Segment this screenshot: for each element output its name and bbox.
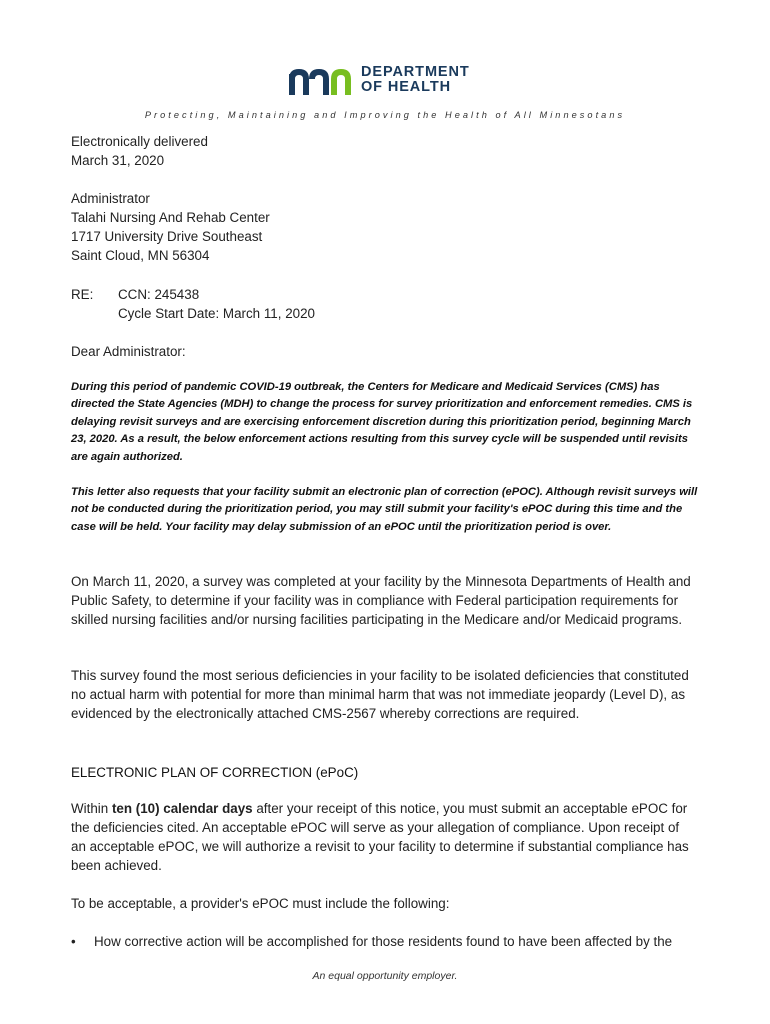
bullet-icon: • xyxy=(71,934,76,949)
delivery-method: Electronically delivered xyxy=(71,134,208,149)
epoc-notice: This letter also requests that your facility submit an electronic plan of correction (ePOC). Although revisit surveys will not be conducted during the prioritization period, you may still submit your facility's ePOC during this time and the case will be held. Your facility may delay submission of an ePOC until the prioritization period is over. xyxy=(71,486,698,533)
logo-line-1: DEPARTMENT xyxy=(361,64,470,80)
salutation: Dear Administrator: xyxy=(71,344,186,359)
deficiency-paragraph: This survey found the most serious deficiencies in your facility to be isolated deficiencies that constituted no actual harm with potential for more than minimal harm that was not immediate jeopardy (Level D), as evidenced by the electronically attached CMS-2567 whereby corrections are required. xyxy=(71,668,689,721)
logo-line-2: OF HEALTH xyxy=(361,79,451,95)
address-line-4: Saint Cloud, MN 56304 xyxy=(71,248,210,263)
address-line-1: Administrator xyxy=(71,191,150,206)
re-label: RE: xyxy=(71,287,94,302)
bullet-item-1: How corrective action will be accomplished for those residents found to have been affected by the xyxy=(94,934,673,949)
deadline-emphasis: ten (10) calendar days xyxy=(111,801,253,816)
deadline-prefix: Within xyxy=(71,801,112,816)
covid-notice: During this period of pandemic COVID-19 outbreak, the Centers for Medicare and Medicaid Services (CMS) has directed the State Agencies (MDH) to change the process for survey prioritization and enforcement remedies. CMS is delaying revisit surveys and are exercising enforcement discretion during this prioritization period, beginning March 23, 2020. As a result, the below enforcement actions resulting from this survey cycle will be suspended until revisits are again authorized. xyxy=(71,381,693,463)
letter-date: March 31, 2020 xyxy=(71,153,165,168)
ccn-number: CCN: 245438 xyxy=(118,287,200,302)
tagline: Protecting, Maintaining and Improving the Health of All Minnesotans xyxy=(144,110,626,120)
section-heading-epoc: ELECTRONIC PLAN OF CORRECTION (ePoC) xyxy=(71,765,359,780)
address-line-3: 1717 University Drive Southeast xyxy=(71,229,263,244)
footer-text: An equal opportunity employer. xyxy=(312,970,458,982)
acceptance-intro: To be acceptable, a provider's ePOC must include the following: xyxy=(71,896,450,911)
minnesota-logo-icon xyxy=(289,65,353,95)
epoc-deadline-paragraph xyxy=(71,800,697,876)
address-line-2: Talahi Nursing And Rehab Center xyxy=(71,210,270,225)
survey-paragraph: On March 11, 2020, a survey was completed at your facility by the Minnesota Departments of Health and Public Safety, to determine if your facility was in compliance with Federal participation requirements for skilled nursing facilities and/or nursing facilities participating in the Medicare and/or Medicaid programs. xyxy=(71,574,691,627)
re-details xyxy=(118,286,315,324)
deadline-rest: after your receipt of this notice, you must submit an acceptable ePOC for the deficiencies cited. An acceptable ePOC will serve as your allegation of compliance. Upon receipt of an acceptable ePOC, we will authorize a revisit to your facility to determine if substantial compliance has been achieved. xyxy=(71,801,689,873)
mdh-logo xyxy=(289,64,489,96)
logo-wordmark xyxy=(361,65,470,95)
cycle-start-date: Cycle Start Date: March 11, 2020 xyxy=(118,305,315,321)
